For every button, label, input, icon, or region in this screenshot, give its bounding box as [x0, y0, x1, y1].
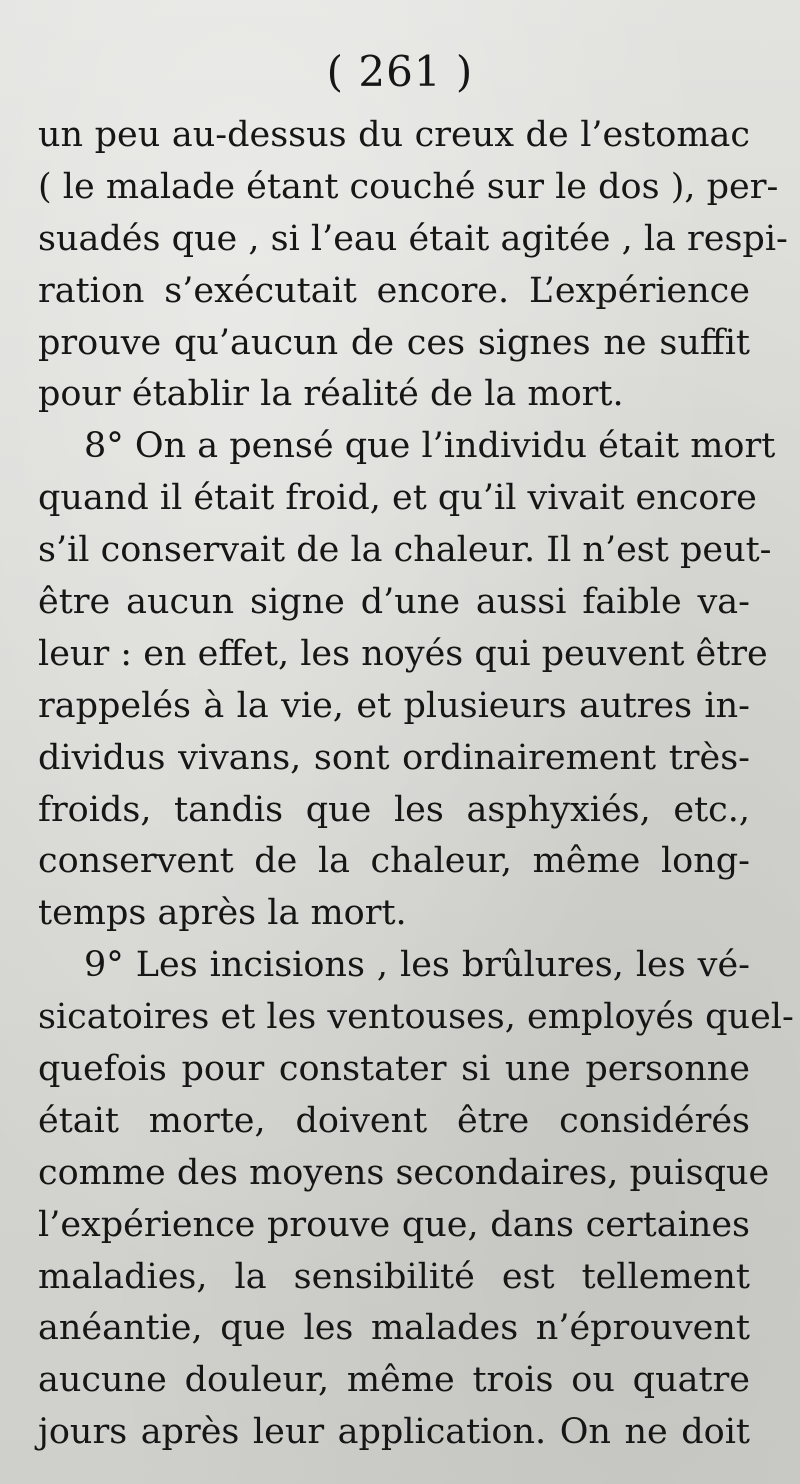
text-line: ( le malade étant couché sur le dos ), per-	[38, 166, 779, 207]
text-line: comme des moyens secondaires, puisque	[38, 1152, 770, 1193]
text-line: ration s’exécutait encore. L’expérience	[38, 270, 750, 311]
text-line: quand il était froid, et qu’il vivait encore	[38, 478, 757, 519]
text-line: 8° On a pensé que l’individu était mort	[84, 426, 776, 467]
text-line: prouve qu’aucun de ces signes ne suffit	[38, 322, 750, 363]
text-line: être aucun signe d’une aussi faible va-	[38, 582, 750, 623]
text-line: pour établir la réalité de la mort.	[38, 374, 624, 415]
text-line: froids, tandis que les asphyxiés, etc.,	[38, 789, 750, 830]
page-number: ( 261 )	[326, 47, 474, 96]
text-line: temps après la mort.	[38, 893, 407, 934]
text-line: l’expérience prouve que, dans certaines	[38, 1204, 750, 1245]
text-line: s’il conservait de la chaleur. Il n’est peut-	[38, 530, 772, 571]
text-line: anéantie, que les malades n’éprouvent	[38, 1308, 750, 1349]
text-line: dividus vivans, sont ordinairement très-	[38, 737, 750, 778]
text-line: jours après leur application. On ne doit	[38, 1412, 750, 1453]
text-line: suadés que , si l’eau était agitée , la respi-	[38, 218, 788, 259]
text-line: quefois pour constater si une personne	[38, 1049, 750, 1090]
text-line: sicatoires et les ventouses, employés quel-	[38, 997, 794, 1038]
text-line: était morte, doivent être considérés	[38, 1100, 750, 1141]
text-line: maladies, la sensibilité est tellement	[38, 1256, 750, 1297]
text-line: aucune douleur, même trois ou quatre	[38, 1360, 750, 1401]
text-line: leur : en effet, les noyés qui peuvent être	[38, 633, 768, 674]
text-line: rappelés à la vie, et plusieurs autres in-	[38, 685, 750, 726]
body-text	[38, 110, 794, 1459]
text-line: 9° Les incisions , les brûlures, les vé-	[84, 945, 750, 986]
text-line: conservent de la chaleur, même long-	[38, 841, 750, 882]
text-line: un peu au-dessus du creux de l’estomac	[38, 115, 750, 155]
